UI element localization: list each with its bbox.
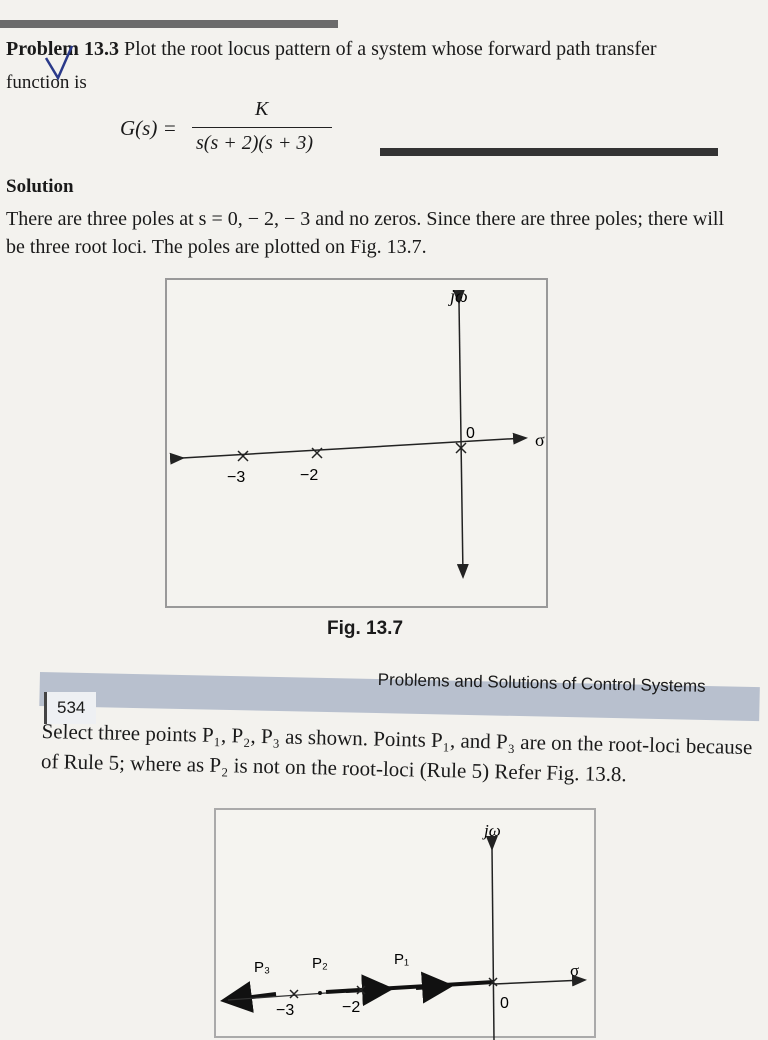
page-number: 534	[44, 692, 96, 724]
pole-label-minus-3: −3	[227, 469, 246, 486]
fraction-bar	[192, 127, 332, 128]
pole-label-minus-2: −2	[342, 999, 361, 1016]
origin-label: 0	[466, 425, 475, 442]
equation-lhs: G(s) =	[120, 116, 177, 140]
point-label-p3: P₃	[254, 959, 271, 976]
equation-numerator: K	[255, 98, 269, 120]
running-head: Problems and Solutions of Control Systems	[377, 670, 706, 696]
jw-axis	[492, 848, 494, 1040]
figure-caption: Fig. 13.7	[327, 618, 404, 639]
point-label-p2: P₂	[312, 955, 328, 972]
pole-label-minus-2: −2	[300, 467, 319, 484]
problem-statement	[6, 38, 657, 61]
origin-label: 0	[500, 995, 509, 1012]
equation-denominator: s(s + 2)(s + 3)	[196, 132, 313, 154]
problem-text-continued: function is	[6, 72, 87, 93]
figure-13-8	[214, 808, 596, 1038]
point-label-p1: P₁	[394, 951, 410, 968]
sigma-axis-label: σ	[535, 430, 545, 450]
problem-text: Plot the root locus pattern of a system whose forward path transfer	[123, 38, 657, 60]
root-locus-plot-2	[216, 810, 598, 1040]
figure-13-7	[165, 278, 548, 608]
sigma-axis-label: σ	[570, 961, 580, 980]
locus-arrow-mid	[416, 986, 446, 988]
continuation-text: Select three points P₁, P₂, P₃ as shown. Points P₁, and P₃ are on the root-loci because of Rule 5; where as P₂ is not on the root-loci (Rule 5) Refer Fig. 13.8.	[40, 718, 753, 787]
pole-label-minus-3: −3	[276, 1002, 295, 1019]
problem-label: Problem 13.3	[6, 38, 119, 60]
decorative-rule	[380, 148, 718, 156]
pole-marker-minus-3	[290, 990, 298, 998]
jw-axis-label: jω	[484, 821, 501, 840]
point-p2	[318, 991, 322, 995]
solution-text: There are three poles at s = 0, − 2, − 3 and no zeros. Since there are three poles; there will be three root loci. The poles are plotted on Fig. 13.7.	[6, 208, 725, 258]
top-rule	[0, 20, 338, 28]
locus-arrow-p1	[346, 989, 386, 991]
root-locus-plot-1	[167, 280, 550, 610]
sigma-axis	[494, 980, 584, 984]
jw-axis-label: jω	[450, 286, 468, 306]
pole-marker-minus-3	[238, 451, 248, 461]
jw-axis	[459, 302, 463, 576]
solution-heading: Solution	[6, 176, 74, 197]
